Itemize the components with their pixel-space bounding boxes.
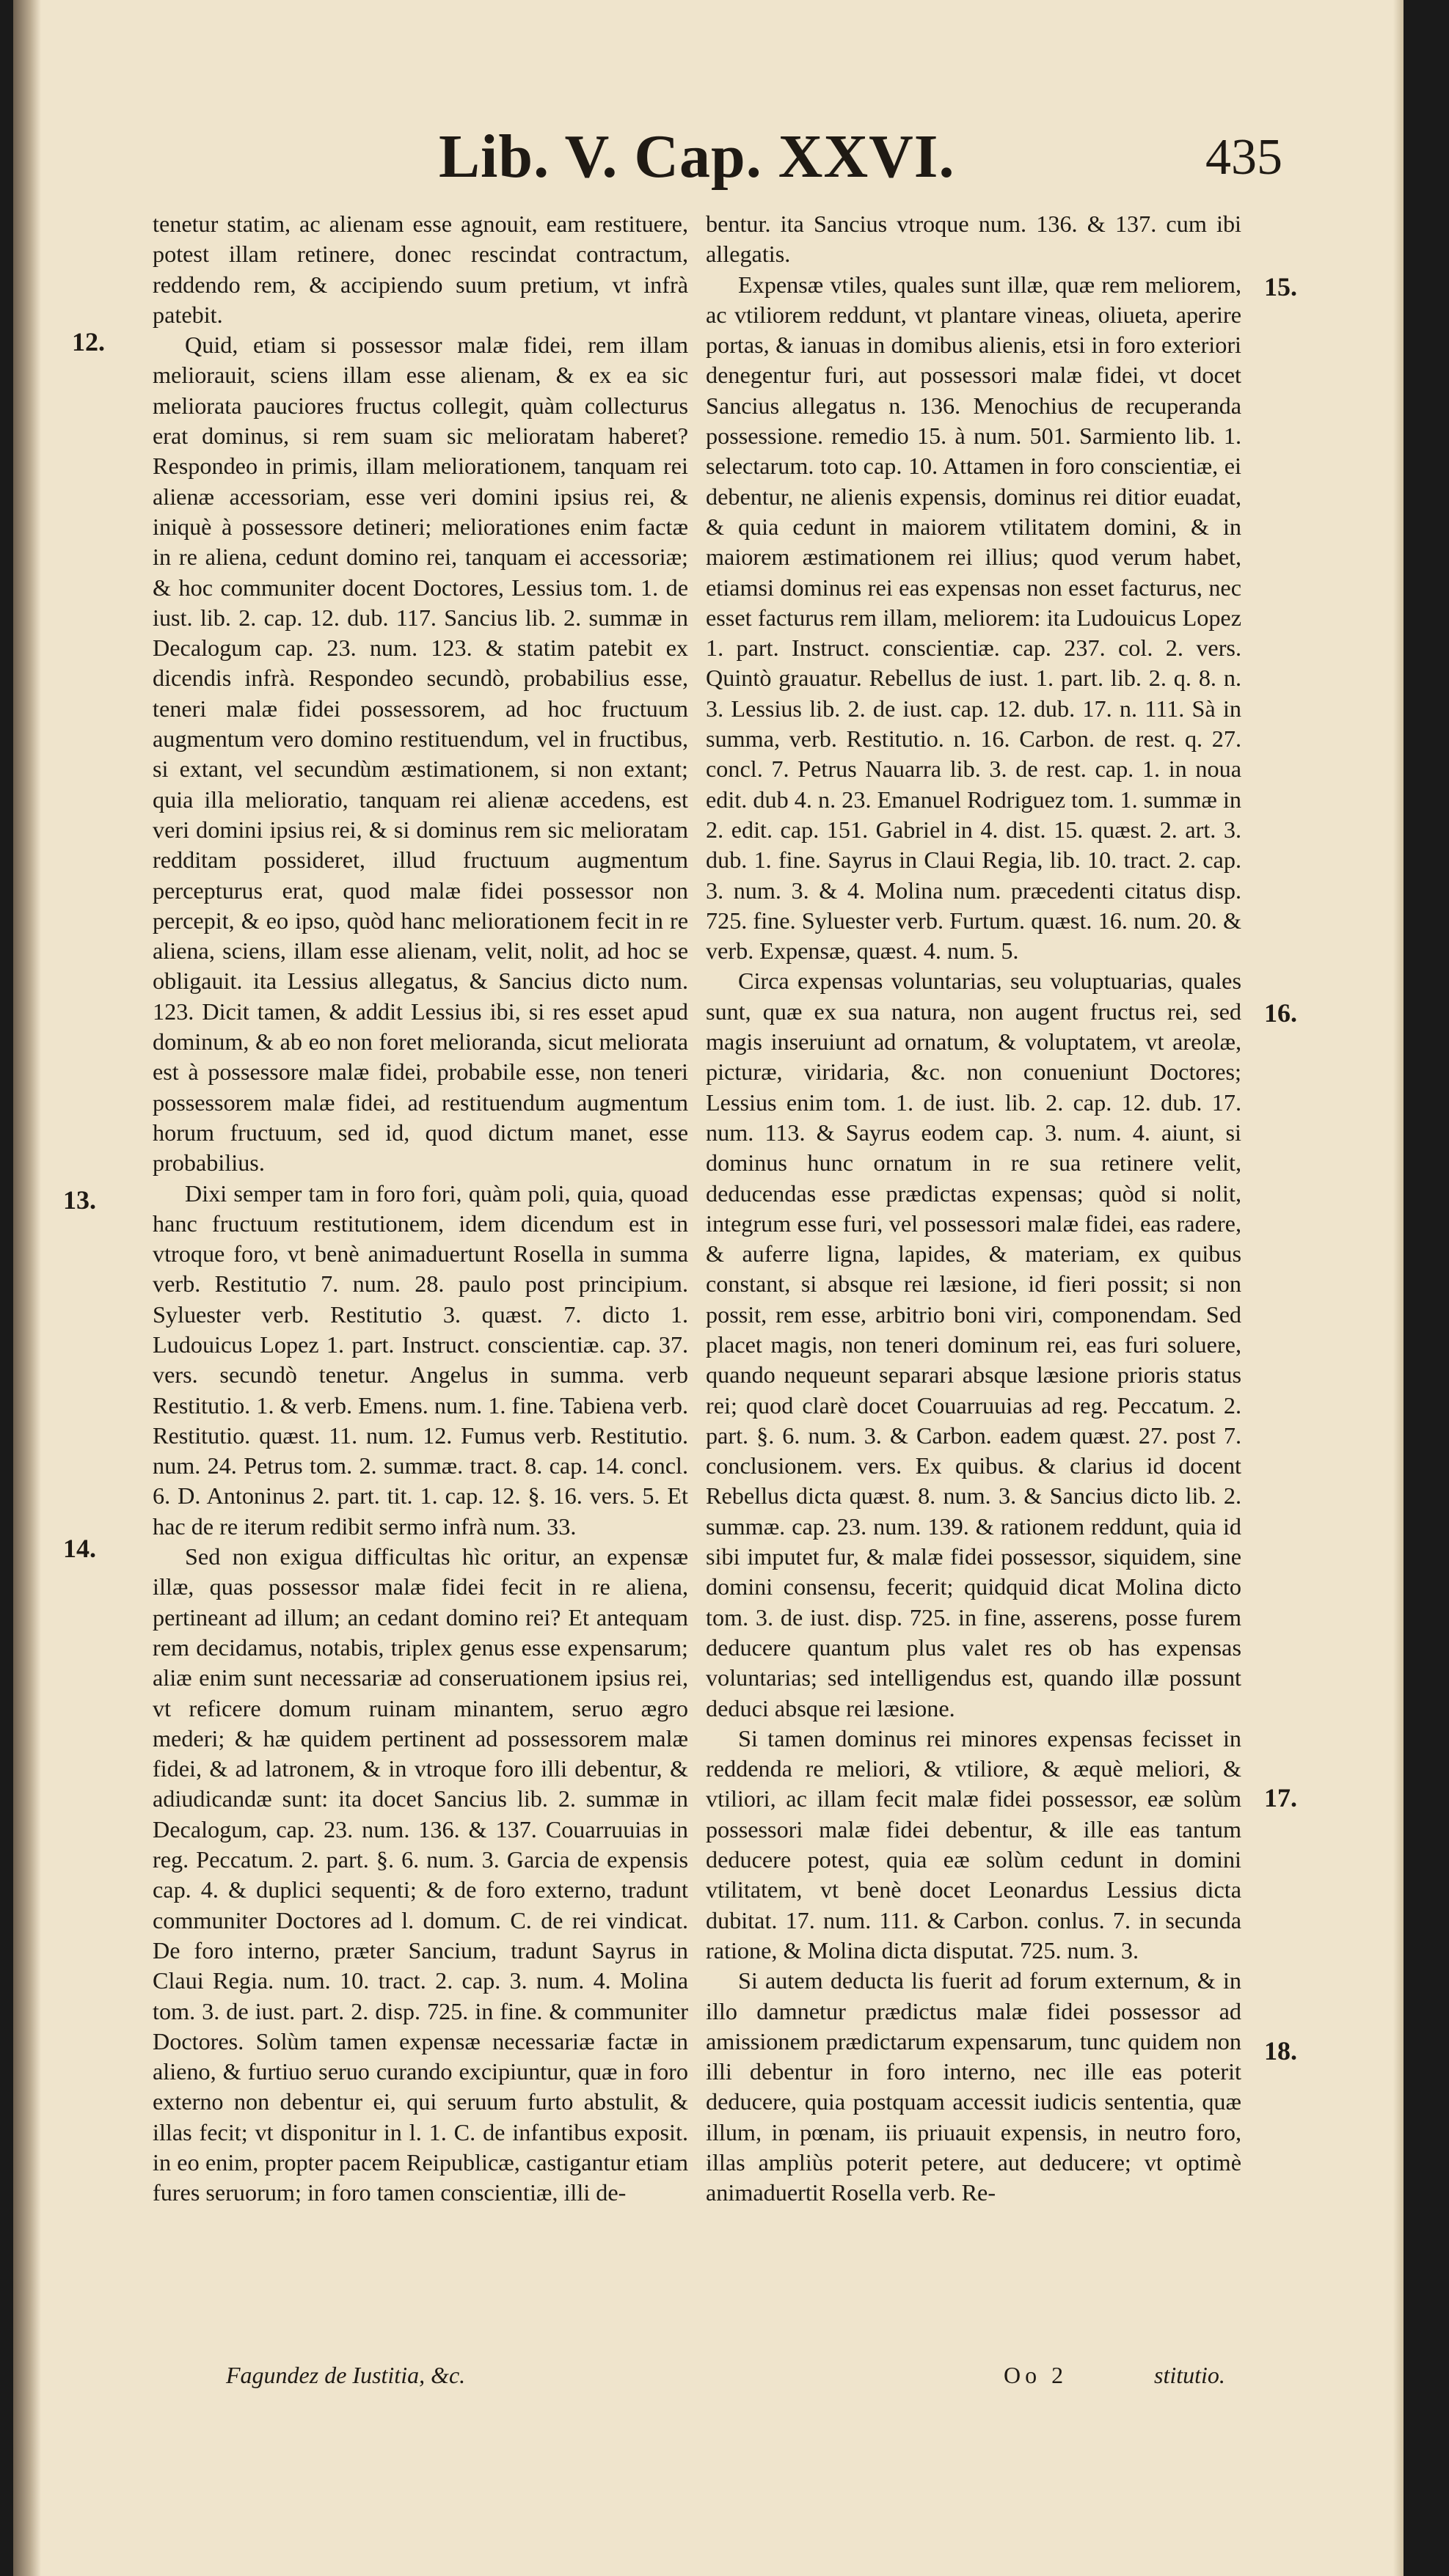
page-number: 435 bbox=[1205, 129, 1282, 186]
book-page bbox=[13, 0, 1404, 2576]
margin-number-15: 15. bbox=[1264, 272, 1297, 301]
page-edge bbox=[1393, 0, 1404, 2576]
paragraph-16: Circa expensas voluntarias, seu voluptuarias, quales sunt, quæ ex sua natura, non augent fructus rei, sed magis inseruiunt ad ornatum, & voluptatem, vt areolæ, picturæ, viridaria, &c. non conueniunt Doctores; Lessius enim tom. 1. de iust. lib. 2. cap. 12. dub. 17. num. 113. & Sayrus eodem cap. 3. num. 4. aiunt, si dominus hunc ornatum in re sua retinere velit, deducendas esse prædictas expensas; quòd si nolit, integrum esse furi, vel possessori malæ fidei, eas radere, & auferre ligna, lapides, & materiam, ex quibus constant, si absque rei læsione, id fieri possit; si non possit, rem esse, arbitrio boni viri, componendam. Sed placet magis, non teneri dominum rei, eas furi soluere, quando nequeunt separari absque læsione prioris status rei; quod clarè docet Couarruuias ad reg. Peccatum. 2. part. §. 6. num. 3. & Carbon. eadem quæst. 27. post 7. conclusionem. vers. Ex quibus. & clarius id docent Rebellus dicta quæst. 8. num. 3. & Sancius dicto lib. 2. summæ. cap. 23. num. 139. & rationem reddunt, quia id sibi imputet fur, & malæ fidei possessor, siquidem, sine domini consensu, fecerit; quidquid dicat Molina dicto tom. 3. de iust. disp. 725. in fine, asserens, posse furem deducere quantum plus valet res ob has expensas voluntarias; sed intelligendus est, quando illæ possunt deduci absque rei læsione. bbox=[706, 967, 1241, 1721]
margin-number-17: 17. bbox=[1264, 1783, 1297, 1812]
footer-catchword-left: Fagundez de Iustitia, &c. bbox=[226, 2362, 466, 2388]
margin-number-13: 13. bbox=[63, 1185, 96, 1215]
margin-number-14: 14. bbox=[63, 1534, 96, 1563]
paragraph-14-continued: bentur. ita Sancius vtroque num. 136. & 137. cum ibi allegatis. bbox=[706, 211, 1241, 268]
paragraph-12: Quid, etiam si possessor malæ fidei, rem illam meliorauit, sciens illam esse alienam, & ex ea sic meliorata pauciores fructus collegit, quàm collecturus erat dominus, si rem suam sic melioratam haberet? Respondeo in primis, illam meliorationem, tanquam rei alienæ accessoriam, esse veri domini ipsius rei, & iniquè à possessore detineri; meliorationes enim factæ in re aliena, cedunt domino rei, tanquam ei accessoriæ; & hoc communiter docent Doctores, Lessius tom. 1. de iust. lib. 2. cap. 12. dub. 117. Sancius lib. 2. summæ in Decalogum cap. 23. num. 123. & statim patebit ex dicendis infrà. Respondeo secundò, probabilius esse, teneri malæ fidei possessorem, ad hoc fructuum augmentum vero domino restituendum, vel in fructibus, si extant, vel secundùm æstimationem, si non extant; quia illa melioratio, tanquam rei alienæ accedens, est veri domini ipsius rei, & si dominus rem sic melioratam redditam possideret, illud fructuum augmentum percepturus erat, quod malæ fidei possessor non percepit, & eo ipso, quòd hanc meliorationem fecit in re aliena, sciens, illam esse alienam, velit, nolit, ad hoc se obligauit. ita Lessius allegatus, & Sancius dicto num. 123. Dicit tamen, & addit Lessius ibi, si res esset apud dominum, & ab eo non foret melioranda, sicut meliorata est à possessore malæ fidei, probabile esse, non teneri possessorem malæ fidei, ad restituendum augmentum horum fructuum, sed id, quod dictum manet, esse probabilius. bbox=[153, 332, 688, 1177]
left-column bbox=[153, 209, 688, 2209]
footer-catchword-right: stitutio. bbox=[1154, 2362, 1225, 2388]
running-head: Lib. V. Cap. XXVI. bbox=[439, 122, 955, 191]
paragraph-18: Si autem deducta lis fuerit ad forum externum, & in illo damnetur prædictus malæ fidei possessor ad amissionem prædictarum expensarum, tunc quidem non illi debentur in foro interno, nec ille eas poterit deducere, quia postquam accessit iudicis sententia, quæ illum, in pœnam, iis priuauit expensis, in neutro foro, illas ampliùs poterit petere, aut deducere; vt optimè animaduertit Rosella verb. Re- bbox=[706, 1967, 1241, 2206]
margin-number-16: 16. bbox=[1264, 998, 1297, 1028]
signature-mark: Oo 2 bbox=[1004, 2362, 1068, 2388]
page-header bbox=[424, 121, 1304, 194]
paragraph-13: Dixi semper tam in foro fori, quàm poli, quia, quoad hanc fructuum restitutionem, idem dicendum est in vtroque foro, vt benè animaduertunt Rosella in summa verb. Restitutio 7. num. 28. paulo post principium. Syluester verb. Restitutio 3. quæst. 7. dicto 1. Ludouicus Lopez 1. part. Instruct. conscientiæ. cap. 37. vers. secundò tenetur. Angelus in summa. verb Restitutio. 1. & verb. Emens. num. 1. fine. Tabiena verb. Restitutio. quæst. 11. num. 12. Fumus verb. Restitutio. num. 24. Petrus tom. 2. summæ. tract. 8. cap. 14. concl. 6. D. Antoninus 2. part. tit. 1. cap. 12. §. 16. vers. 5. Et hac de re iterum redibit sermo infrà num. 33. bbox=[153, 1179, 688, 1540]
paragraph-14: Sed non exigua difficultas hìc oritur, an expensæ illæ, quas possessor malæ fidei fecit in re aliena, pertineant ad illum; an cedant domino rei? Et antequam rem decidamus, notabis, triplex genus esse expensarum; aliæ enim sunt necessariæ ad conseruationem ipsius rei, vt reficere domum ruinam minantem, seruo ægro mederi; & hæ quidem pertinent ad possessorem malæ fidei, & ad latronem, & in vtroque foro illi debentur, & adiudicandæ sunt: ita docet Sancius lib. 2. summæ in Decalogum, cap. 23. num. 136. & 137. Couarruuias in reg. Peccatum. 2. part. §. 6. num. 3. Garcia de expensis cap. 4. & duplici sequenti; & de foro externo, tradunt communiter Doctores ad l. domum. C. de rei vindicat. De foro interno, præter Sancium, tradunt Sayrus in Claui Regia. num. 10. tract. 2. cap. 3. num. 4. Molina tom. 3. de iust. part. 2. disp. 725. in fine. & communiter Doctores. Solùm tamen expensæ necessariæ factæ in alieno, & furtiuo seruo curando excipiuntur, quæ in foro externo non debentur ei, qui seruum furto abstulit, & illas fecit; vt disponitur in l. 1. C. de infantibus exposit. in eo enim, propter pacem Reipublicæ, castigantur etiam fures seruorum; in foro tamen conscientiæ, illi de- bbox=[153, 1543, 688, 2206]
paragraph-continued: tenetur statim, ac alienam esse agnouit, eam restituere, potest illam retinere, donec rescindat contractum, reddendo rem, & accipiendo suum pretium, vt infrà patebit. bbox=[153, 211, 688, 328]
paragraph-15: Expensæ vtiles, quales sunt illæ, quæ rem meliorem, ac vtiliorem reddunt, vt plantare vineas, oliueta, aperire portas, & ianuas in domibus alienis, etsi in foro exteriori denegentur furi, aut possessori malæ fidei, vt docet Sancius allegatus n. 136. Menochius de recuperanda possessione. remedio 15. à num. 501. Sarmiento lib. 1. selectarum. toto cap. 10. Attamen in foro conscientiæ, ei debentur, ne alienis expensis, dominus rei ditior euadat, & quia cedunt in maiorem vtilitatem domini, & in maiorem æstimationem rei illius; quod verum habet, etiamsi dominus rei eas expensas non esset facturus, nec esset facturus rem illam, meliorem: ita Ludouicus Lopez 1. part. Instruct. conscientiæ. cap. 237. col. 2. vers. Quintò grauatur. Rebellus de iust. 1. part. lib. 2. q. 8. n. 3. Lessius lib. 2. de iust. cap. 12. dub. 17. n. 111. Sà in summa, verb. Restitutio. n. 16. Carbon. de rest. q. 27. concl. 7. Petrus Nauarra lib. 3. de rest. cap. 1. in noua edit. dub 4. n. 23. Emanuel Rodriguez tom. 1. summæ in 2. edit. cap. 151. Gabriel in 4. dist. 15. quæst. 2. art. 3. dub. 1. fine. Sayrus in Claui Regia, lib. 10. tract. 2. cap. 3. num. 3. & 4. Molina num. præcedenti citatus disp. 725. fine. Syluester verb. Furtum. quæst. 16. num. 20. & verb. Expensæ, quæst. 4. num. 5. bbox=[706, 271, 1241, 965]
margin-number-18: 18. bbox=[1264, 2036, 1297, 2065]
margin-number-12: 12. bbox=[72, 327, 105, 356]
paragraph-17: Si tamen dominus rei minores expensas fecisset in reddenda re meliori, & vtiliore, & æquè meliori, & vtiliori, ac illam fecit malæ fidei possessor, eæ solùm possessori malæ fidei debentur, & ille eas tantum deducere potest, quia eæ solùm cedunt in domini vtilitatem, vt benè docet Leonardus Lessius dicta dubitat. 17. num. 111. & Carbon. conlus. 7. in secunda ratione, & Molina dicta disputat. 725. num. 3. bbox=[706, 1724, 1241, 1964]
page-gutter-shadow bbox=[13, 0, 41, 2576]
right-column bbox=[706, 209, 1241, 2209]
